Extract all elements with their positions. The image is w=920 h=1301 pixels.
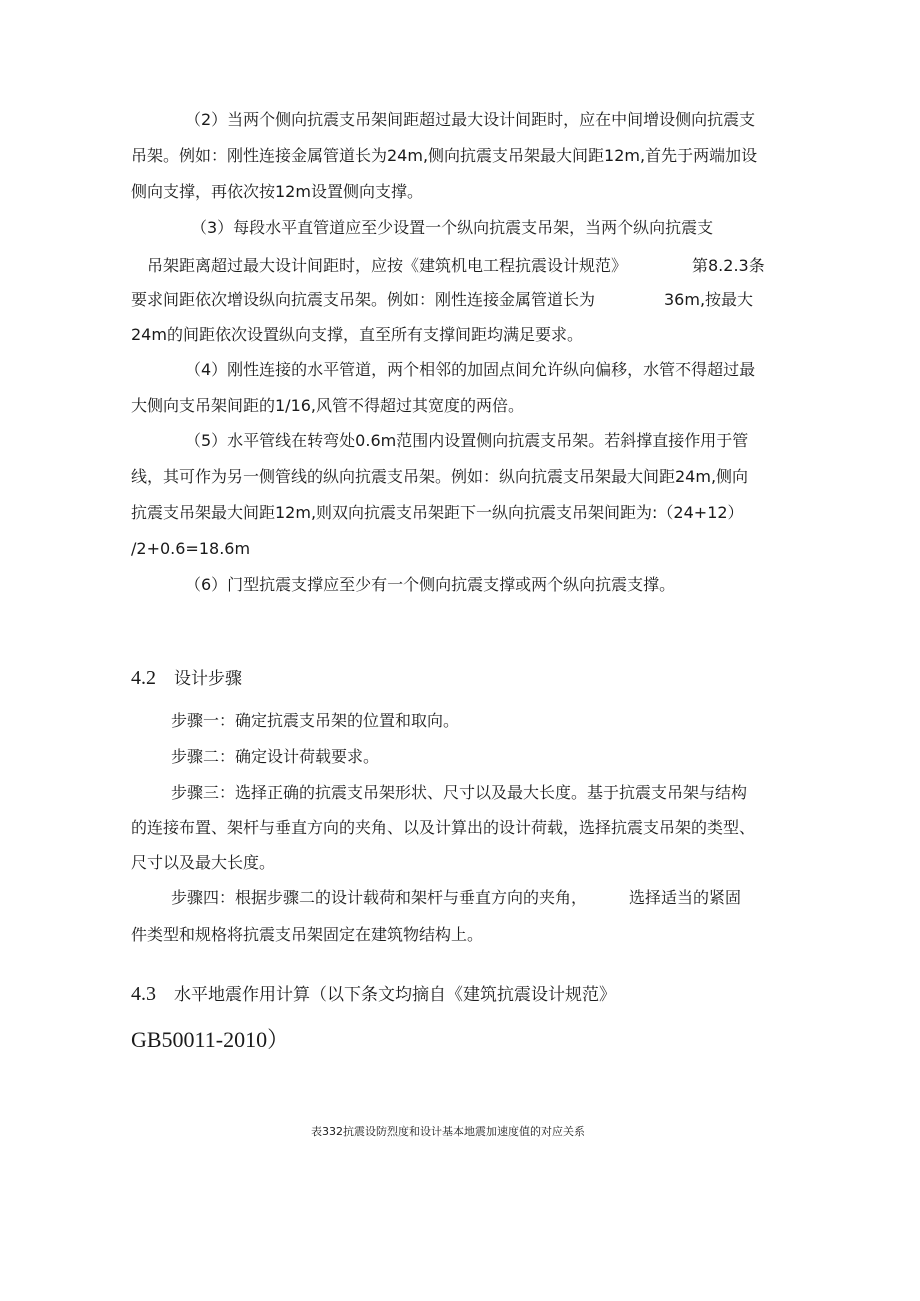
step-3-line-1: 步骤三：选择正确的抗震支吊架形状、尺寸以及最大长度。基于抗震支吊架与结构 xyxy=(171,783,748,802)
para-3-line-4: 24m的间距依次设置纵向支撑，直至所有支撑间距均满足要求。 xyxy=(131,325,583,344)
para-5-line-1: （5）水平管线在转弯处0.6m范围内设置侧向抗震支吊架。若斜撑直接作用于管 xyxy=(185,431,749,450)
step-2: 步骤二：确定设计荷载要求。 xyxy=(171,747,380,766)
para-3-line-3a: 要求间距依次增设纵向抗震支吊架。例如：刚性连接金属管道长为 xyxy=(131,290,596,309)
para-2-line-2: 吊架。例如：刚性连接金属管道长为24m,侧向抗震支吊架最大间距12m,首先于两端加设 xyxy=(131,146,758,165)
para-6-line-1: （6）门型抗震支撑应至少有一个侧向抗震支撑或两个纵向抗震支撑。 xyxy=(185,575,676,594)
para-4-line-1: （4）刚性连接的水平管道，两个相邻的加固点间允许纵向偏移，水管不得超过最 xyxy=(185,360,756,379)
para-5-line-2: 线，其可作为另一侧管线的纵向抗震支吊架。例如：纵向抗震支吊架最大间距24m,侧向 xyxy=(131,467,749,486)
section-title: 设计步骤 xyxy=(174,669,242,689)
step-1: 步骤一：确定抗震支吊架的位置和取向。 xyxy=(171,711,460,730)
table-caption: 表332抗震设防烈度和设计基本地震加速度值的对应关系 xyxy=(311,1125,585,1138)
section-number: 4.2 xyxy=(131,667,156,689)
step-3-line-3: 尺寸以及最大长度。 xyxy=(131,853,276,872)
para-3-line-2b: 第8.2.3条 xyxy=(692,256,765,275)
step-4-line-1b: 选择适当的紧固 xyxy=(629,888,742,907)
step-4-line-2: 件类型和规格将抗震支吊架固定在建筑物结构上。 xyxy=(131,925,484,944)
section-number: 4.3 xyxy=(131,983,156,1005)
section-4-3-title-continued: GB50011-2010） xyxy=(131,1027,290,1052)
para-5-line-3: 抗震支吊架最大间距12m,则双向抗震支吊架距下一纵向抗震支吊架间距为:（24+12） xyxy=(131,503,744,522)
para-3-line-2a: 吊架距离超过最大设计间距时，应按《建筑机电工程抗震设计规范》 xyxy=(147,256,628,275)
section-title: 水平地震作用计算（以下条文均摘自《建筑抗震设计规范》 xyxy=(174,985,616,1005)
step-4-line-1a: 步骤四：根据步骤二的设计载荷和架杆与垂直方向的夹角， xyxy=(171,888,588,907)
section-4-3-heading xyxy=(131,983,616,1006)
para-2-line-3: 侧向支撑，再依次按12m设置侧向支撑。 xyxy=(131,182,423,201)
section-4-2-heading xyxy=(131,667,242,690)
para-4-line-2: 大侧向支吊架间距的1/16,风管不得超过其宽度的两倍。 xyxy=(131,396,525,415)
para-3-line-3b: 36m,按最大 xyxy=(664,290,754,309)
step-3-line-2: 的连接布置、架杆与垂直方向的夹角、以及计算出的设计荷载，选择抗震支吊架的类型、 xyxy=(131,818,756,837)
para-3-line-1: （3）每段水平直管道应至少设置一个纵向抗震支吊架，当两个纵向抗震支 xyxy=(191,218,714,237)
para-2-line-1: （2）当两个侧向抗震支吊架间距超过最大设计间距时，应在中间增设侧向抗震支 xyxy=(185,110,756,129)
para-5-line-4: /2+0.6=18.6m xyxy=(131,539,251,558)
